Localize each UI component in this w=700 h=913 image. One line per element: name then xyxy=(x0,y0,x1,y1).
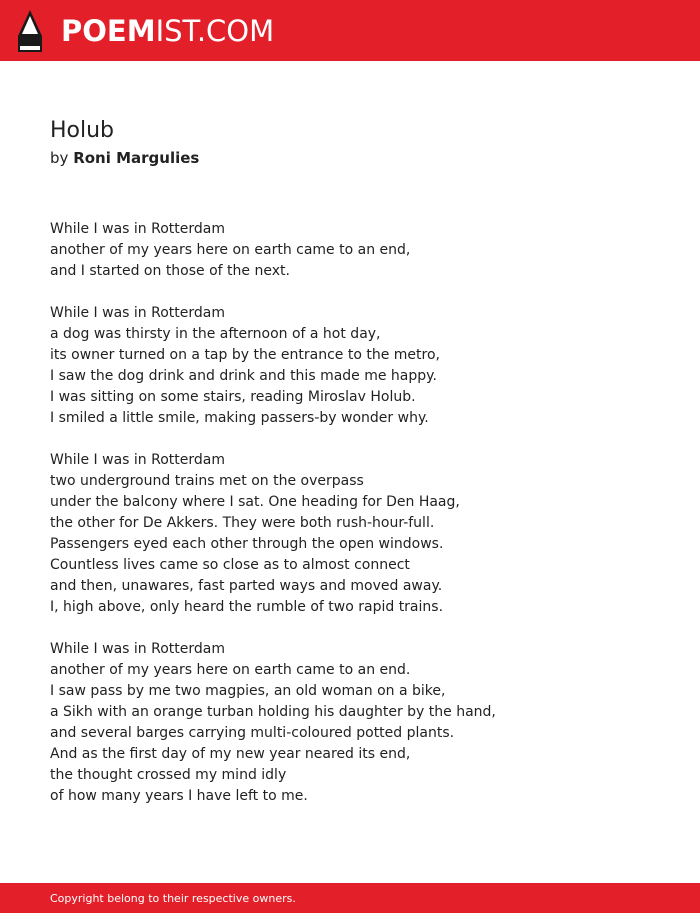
logo-light-text: IST.COM xyxy=(155,14,275,48)
poem-line: under the balcony where I sat. One heading for Den Haag, xyxy=(50,494,460,510)
poem-line: I saw the dog drink and drink and this made me happy. xyxy=(50,368,437,384)
site-logo[interactable] xyxy=(61,11,274,51)
poem-line: the other for De Akkers. They were both rush-hour-full. xyxy=(50,515,435,531)
poem-line: Countless lives came so close as to almost connect xyxy=(50,557,410,573)
poem-byline xyxy=(50,148,199,169)
poem-line: of how many years I have left to me. xyxy=(50,788,308,804)
copyright-text: Copyright belong to their respective owners. xyxy=(50,892,296,905)
poem-stanza xyxy=(50,219,670,282)
poem-body xyxy=(50,219,670,828)
poem-stanza xyxy=(50,303,670,429)
poem-line: I was sitting on some stairs, reading Miroslav Holub. xyxy=(50,389,416,405)
by-label: by xyxy=(50,149,69,167)
author-name: Roni Margulies xyxy=(73,149,200,167)
poem-line: and then, unawares, fast parted ways and moved away. xyxy=(50,578,443,594)
poem-line: two underground trains met on the overpass xyxy=(50,473,364,489)
poem-stanza xyxy=(50,639,670,807)
pencil-tip-icon[interactable] xyxy=(17,10,43,52)
poem-line: I smiled a little smile, making passers-by wonder why. xyxy=(50,410,429,426)
poem-title: Holub xyxy=(50,118,115,143)
site-header xyxy=(0,0,700,61)
poem-line: a dog was thirsty in the afternoon of a hot day, xyxy=(50,326,381,342)
poem-line: the thought crossed my mind idly xyxy=(50,767,287,783)
poem-line: While I was in Rotterdam xyxy=(50,452,225,468)
poem-line: I saw pass by me two magpies, an old woman on a bike, xyxy=(50,683,446,699)
poem-line: I, high above, only heard the rumble of two rapid trains. xyxy=(50,599,444,615)
poem-line: While I was in Rotterdam xyxy=(50,641,225,657)
poem-line: a Sikh with an orange turban holding his daughter by the hand, xyxy=(50,704,496,720)
poem-line: Passengers eyed each other through the open windows. xyxy=(50,536,444,552)
poem-line: its owner turned on a tap by the entrance to the metro, xyxy=(50,347,440,363)
poem-line: While I was in Rotterdam xyxy=(50,305,225,321)
logo-strong-text: POEM xyxy=(61,14,156,48)
poem-line: another of my years here on earth came to an end, xyxy=(50,242,411,258)
poem-line: and I started on those of the next. xyxy=(50,263,290,279)
site-footer xyxy=(0,883,700,913)
poem-line: and several barges carrying multi-coloured potted plants. xyxy=(50,725,455,741)
poem-line: And as the first day of my new year neared its end, xyxy=(50,746,411,762)
poem-stanza xyxy=(50,450,670,618)
poem-line: another of my years here on earth came to an end. xyxy=(50,662,411,678)
poem-line: While I was in Rotterdam xyxy=(50,221,225,237)
